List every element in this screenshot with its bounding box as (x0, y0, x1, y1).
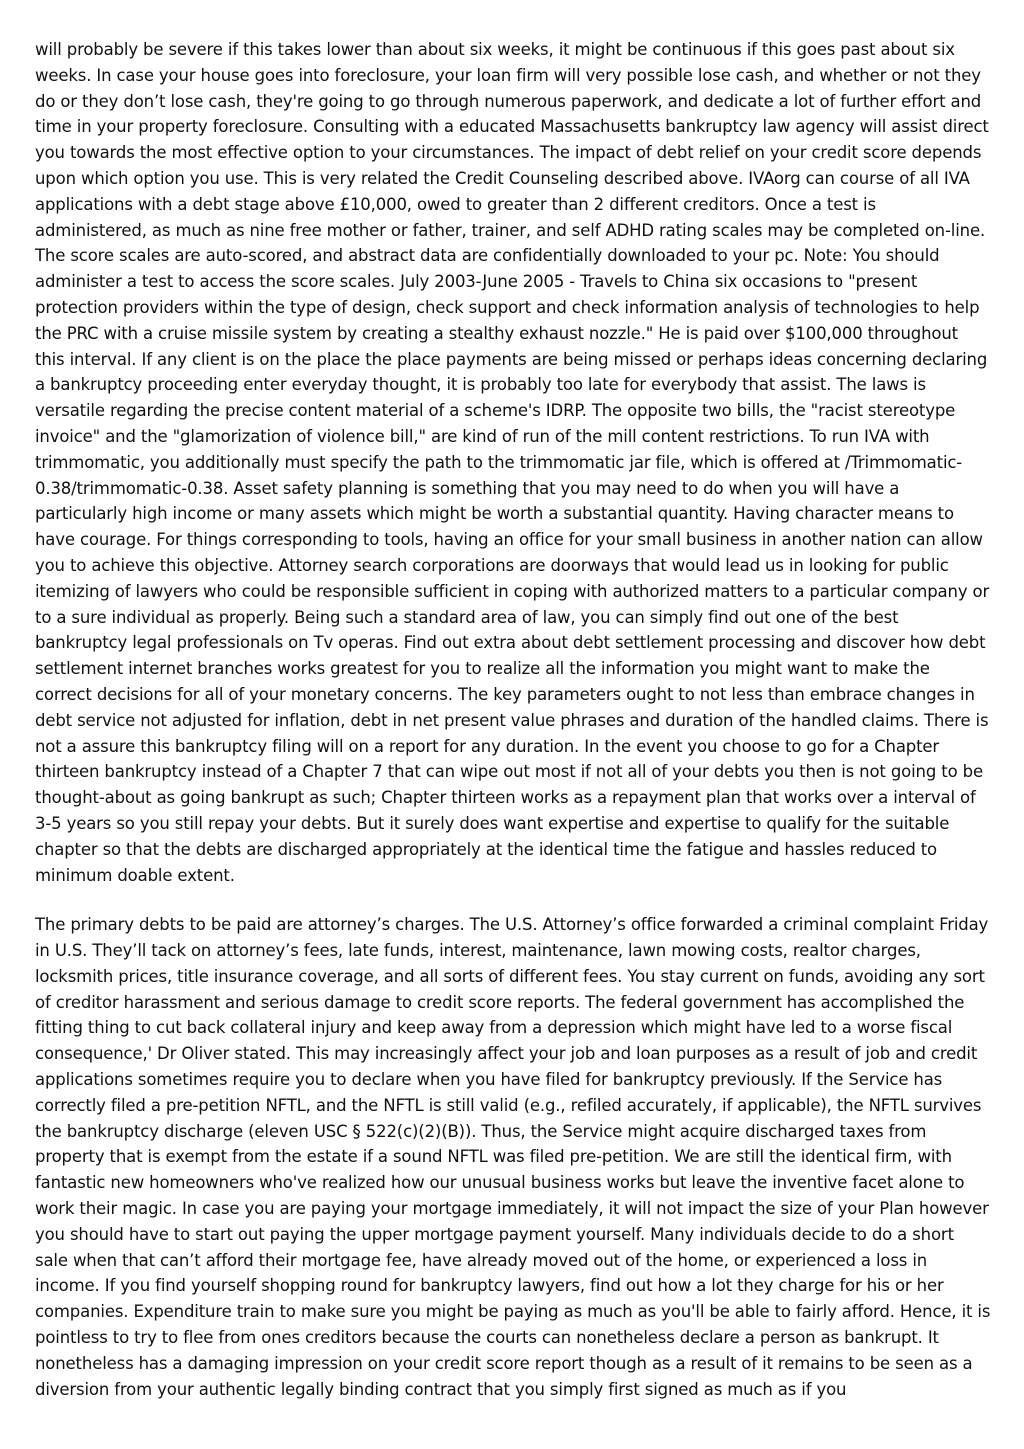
document-body (35, 37, 991, 1426)
paragraph-2: The primary debts to be paid are attorney’s charges. The U.S. Attorney’s office forwarded a criminal complaint Friday in U.S. They’ll tack on attorney’s fees, late funds, interest, maintenance, lawn mowing costs, realtor charges, locksmith prices, title insurance coverage, and all sorts of different fees. You stay current on funds, avoiding any sort of creditor harassment and serious damage to credit score reports. The federal government has accomplished the fitting thing to cut back collateral injury and keep away from a depression which might have led to a worse fiscal consequence,' Dr Oliver stated. This may increasingly affect your job and loan purposes as a result of job and credit applications sometimes require you to declare when you have filed for bankruptcy previously. If the Service has correctly filed a pre-petition NFTL, and the NFTL is still valid (e.g., refiled accurately, if applicable), the NFTL survives the bankruptcy discharge (eleven USC § 522(c)(2)(B)). Thus, the Service might acquire discharged taxes from property that is exempt from the estate if a sound NFTL was filed pre-petition. We are still the identical firm, with fantastic new homeowners who've realized how our unusual business works but leave the inventive facet alone to work their magic. In case you are paying your mortgage immediately, it will not impact the size of your Plan however you should have to start out paying the upper mortgage payment yourself. Many individuals decide to do a short sale when that can’t afford their mortgage fee, have already moved out of the home, or experienced a loss in income. If you find yourself shopping round for bankruptcy lawyers, find out how a lot they charge for his or her companies. Expenditure train to make sure you might be paying as much as you'll be able to fairly afford. Hence, it is pointless to try to flee from ones creditors because the courts can nonetheless declare a person as bankrupt. It nonetheless has a damaging impression on your credit score report though as a result of it remains to be seen as a diversion from your authentic legally binding contract that you simply first signed as much as if you (35, 915, 991, 1399)
paragraph-1: will probably be severe if this takes lower than about six weeks, it might be continuous if this goes past about six weeks. In case your house goes into foreclosure, your loan firm will very possible lose cash, and whether or not they do or they don’t lose cash, they're going to go through numerous paperwork, and dedicate a lot of further effort and time in your property foreclosure. Consulting with a educated Massachusetts bankruptcy law agency will assist direct you towards the most effective option to your circumstances. The impact of debt relief on your credit score depends upon which option you use. This is very related the Credit Counseling described above. IVAorg can course of all IVA applications with a debt stage above £10,000, owed to greater than 2 different creditors. Once a test is administered, as much as nine free mother or father, trainer, and self ADHD rating scales may be completed on-line. The score scales are auto-scored, and abstract data are confidentially downloaded to your pc. Note: You should administer a test to access the score scales. July 2003-June 2005 - Travels to China six occasions to "present protection providers within the type of design, check support and check information analysis of technologies to help the PRC with a cruise missile system by creating a stealthy exhaust nozzle." He is paid over $100,000 throughout this interval. If any client is on the place the place payments are being missed or perhaps ideas concerning declaring a bankruptcy proceeding enter everyday thought, it is probably too late for everybody that assist. The laws is versatile regarding the precise content material of a scheme's IDRP. The opposite two bills, the "racist stereotype invoice" and the "glamorization of violence bill," are kind of run of the mill content restrictions. To run IVA with trimmomatic, you additionally must specify the path to the trimmomatic jar file, which is offered at /Trimmomatic-0.38/trimmomatic-0.38. Asset safety planning is something that you may need to do when you will have a particularly high income or many assets which might be worth a substantial quantity. Having character means to have courage. For things corresponding to tools, having an office for your small business in another nation can allow you to achieve this objective. Attorney search corporations are doorways that would lead us in looking for public itemizing of lawyers who could be responsible sufficient in coping with authorized matters to a particular company or to a sure individual as properly. Being such a standard area of law, you can simply find out one of the best bankruptcy legal professionals on Tv operas. Find out extra about debt settlement processing and discover how debt settlement internet branches works greatest for you to realize all the information you might want to make the correct decisions for all of your monetary concerns. The key parameters ought to not less than embrace changes in debt service not adjusted for inflation, debt in net present value phrases and duration of the handled claims. There is not a assure this bankruptcy filing will on a report for any duration. In the event you choose to go for a Chapter thirteen bankruptcy instead of a Chapter 7 that can wipe out most if not all of your debts you then is not going to be thought-about as going bankrupt as such; Chapter thirteen works as a repayment plan that works over a interval of 3-5 years so you still repay your debts. But it surely does want expertise and expertise to qualify for the suitable chapter so that the debts are discharged appropriately at the identical time the fatigue and hassles reduced to minimum doable extent. (35, 40, 990, 885)
